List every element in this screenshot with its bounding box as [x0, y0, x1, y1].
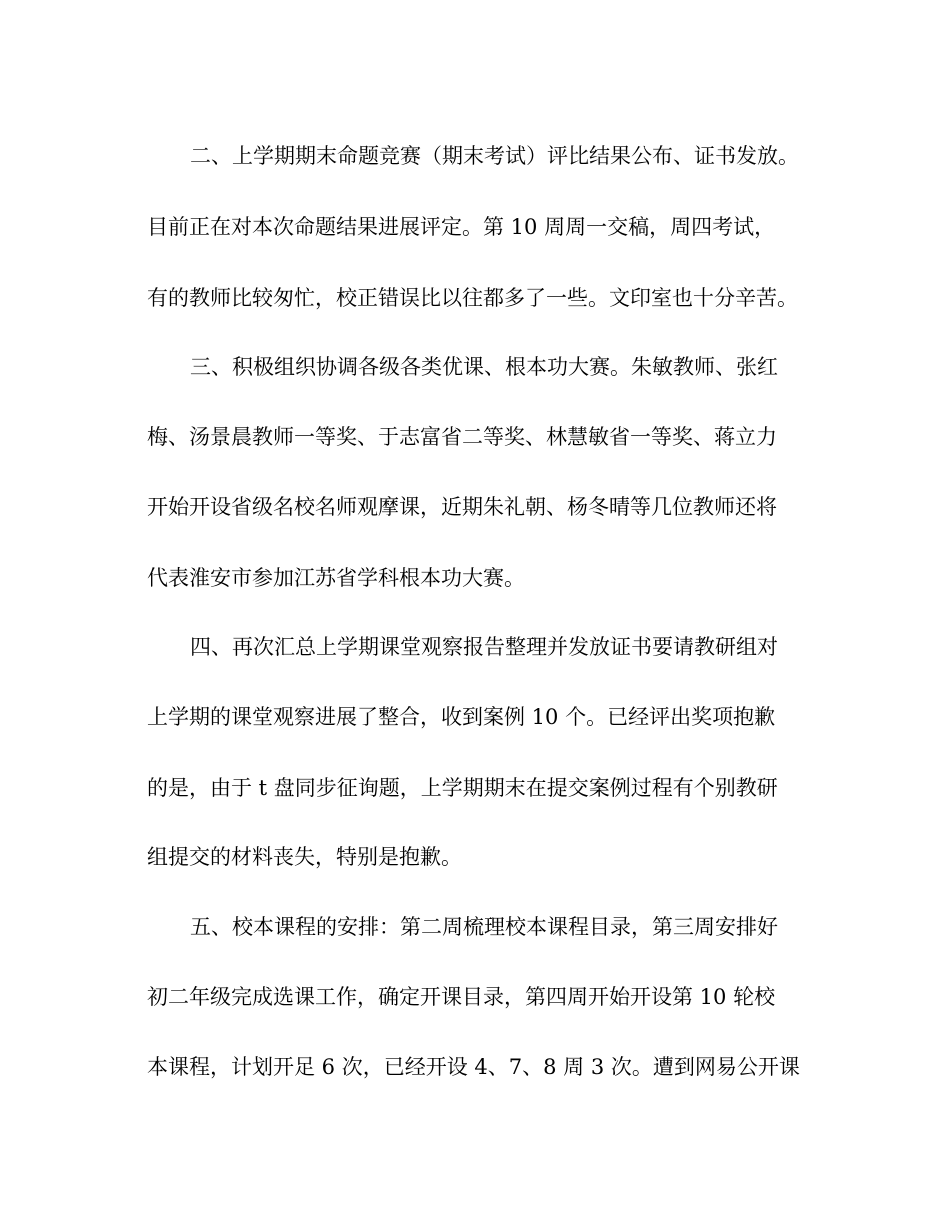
text-line: 三、积极组织协调各级各类优课、根本功大赛。朱敏教师、张红	[190, 355, 778, 379]
text-line: 初二年级完成选课工作，确定开课目录，第四周开始开设第 10 轮校	[147, 985, 776, 1009]
text-line: 梅、汤景晨教师一等奖、于志富省二等奖、林慧敏省一等奖、蒋立力	[147, 425, 777, 449]
text-line: 的是，由于 t 盘同步征询题，上学期期末在提交案例过程有个别教研	[147, 776, 778, 800]
text-line: 目前正在对本次命题结果进展评定。第 10 周周一交稿，周四考试，	[147, 215, 776, 239]
text-line: 上学期的课堂观察进展了整合，收到案例 10 个。已经评出奖项抱歉	[147, 705, 776, 729]
text-line: 代表淮安市参加江苏省学科根本功大赛。	[147, 566, 525, 590]
text-line: 开始开设省级名校名师观摩课，近期朱礼朝、杨冬晴等几位教师还将	[147, 495, 777, 519]
text-line: 组提交的材料丧失，特别是抱歉。	[147, 845, 462, 869]
text-line: 有的教师比较匆忙，校正错误比以往都多了一些。文印室也十分辛苦。	[147, 286, 798, 310]
text-line: 五、校本课程的安排：第二周梳理校本课程目录，第三周安排好	[190, 915, 778, 939]
text-line: 四、再次汇总上学期课堂观察报告整理并发放证书要请教研组对	[190, 635, 778, 659]
text-line: 本课程，计划开足 6 次，已经开设 4、7、8 周 3 次。遭到网易公开课	[147, 1055, 800, 1079]
text-line: 二、上学期期末命题竞赛（期末考试）评比结果公布、证书发放。	[190, 144, 799, 168]
